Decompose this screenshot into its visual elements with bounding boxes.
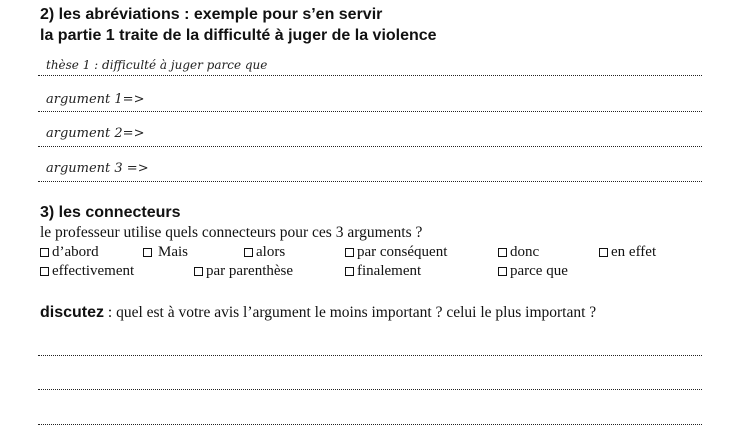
checkbox-icon <box>244 248 253 257</box>
option-label: par conséquent <box>357 244 448 260</box>
option-donc[interactable] <box>498 244 539 261</box>
option-label: en effet <box>611 244 657 260</box>
argument-3-text: argument 3 => <box>46 161 149 176</box>
answer-line-2[interactable] <box>38 389 702 390</box>
argument-3-line[interactable] <box>38 181 702 182</box>
argument-2-line[interactable] <box>38 146 702 147</box>
discussion-text: : quel est à votre avis l’argument le moins important ? celui le plus important ? <box>104 304 597 321</box>
checkbox-icon <box>345 267 354 276</box>
option-label: effectivement <box>52 263 135 279</box>
answer-line-1[interactable] <box>38 355 702 356</box>
thesis-line[interactable] <box>38 75 702 76</box>
option-label: finalement <box>357 263 422 279</box>
checkbox-icon <box>599 248 608 257</box>
section2-suffix: : exemple pour s’en servir <box>179 6 383 23</box>
option-effectivement[interactable] <box>40 263 134 280</box>
checkbox-icon <box>345 248 354 257</box>
checkbox-icon <box>498 267 507 276</box>
option-finalement[interactable] <box>345 263 421 280</box>
checkbox-icon <box>40 267 49 276</box>
option-parce-que[interactable] <box>498 263 568 280</box>
answer-line-3[interactable] <box>38 424 702 425</box>
argument-1-text: argument 1=> <box>46 92 145 107</box>
section3-question: le professeur utilise quels connecteurs pour ces 3 arguments ? <box>40 224 423 241</box>
section2-prefix: 2) les <box>40 6 86 23</box>
checkbox-icon <box>194 267 203 276</box>
section2-title <box>40 6 382 24</box>
option-label: alors <box>256 244 286 260</box>
option-alors[interactable] <box>244 244 285 261</box>
section2-keyword: abréviations <box>85 6 180 23</box>
argument-2-text: argument 2=> <box>46 126 145 141</box>
option-par-parenthese[interactable] <box>194 263 293 280</box>
thesis-line-text: thèse 1 : difficulté à juger parce que <box>46 58 268 72</box>
discussion-keyword: discutez <box>40 304 105 321</box>
option-label: par parenthèse <box>206 263 294 279</box>
option-label: Mais <box>158 244 188 260</box>
section2-subtitle: la partie 1 traite de la difficulté à juger de la violence <box>40 27 437 44</box>
checkbox-icon <box>40 248 49 257</box>
option-dabord[interactable] <box>40 244 99 261</box>
option-par-consequent[interactable] <box>345 244 447 261</box>
section3-title: 3) les connecteurs <box>40 204 181 221</box>
option-label: parce que <box>510 263 568 279</box>
option-mais[interactable] <box>143 244 188 261</box>
argument-1-line[interactable] <box>38 111 702 112</box>
option-label: d’abord <box>52 244 99 260</box>
option-label: donc <box>510 244 540 260</box>
discussion-prompt <box>40 304 596 322</box>
checkbox-icon <box>498 248 507 257</box>
option-en-effet[interactable] <box>599 244 656 261</box>
checkbox-icon <box>143 248 152 257</box>
